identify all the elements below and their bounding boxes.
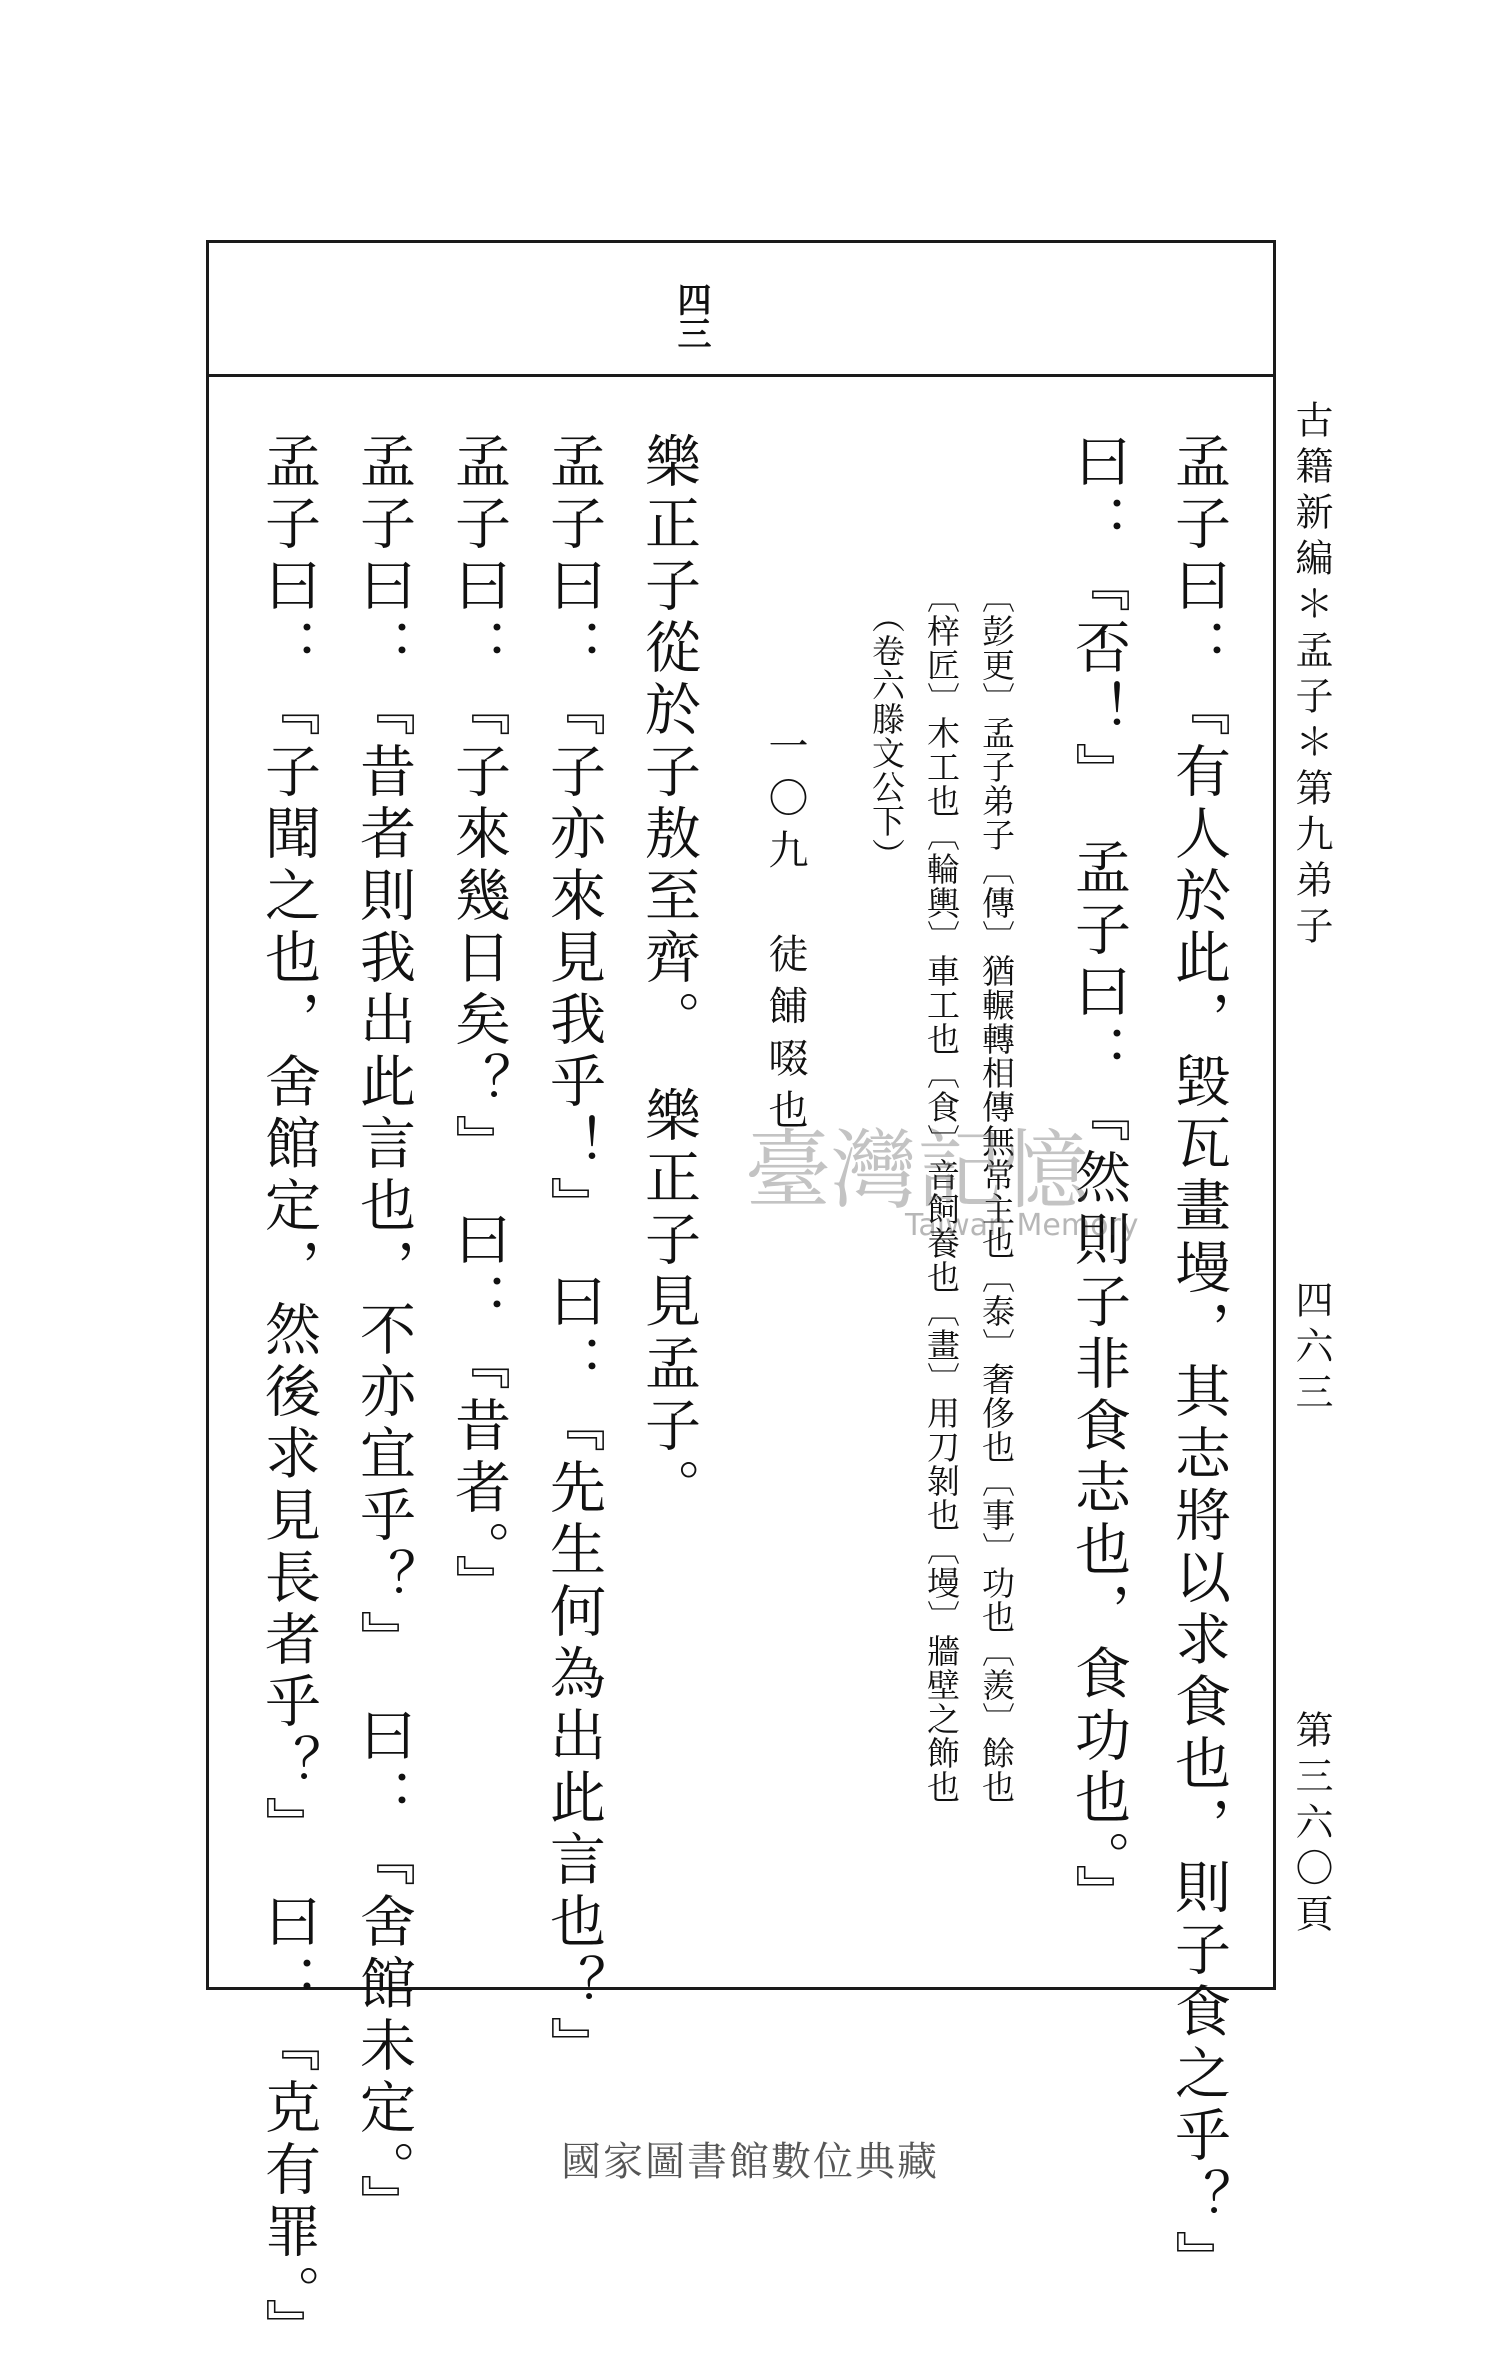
- page-number-top: 四六三: [1289, 1280, 1333, 1418]
- text-column-3: 樂正子從於子敖至齊。 樂正子見孟子。: [636, 432, 701, 1520]
- header-divider: [206, 374, 1276, 377]
- series-label: 古籍新編＊孟子＊第九弟子: [1289, 400, 1333, 952]
- watermark-text-en: Taiwan Memory: [905, 1208, 1139, 1243]
- text-column-7: 孟子曰：『子聞之也，舍館定，然後求見長者乎？』 曰：『克有罪。』: [256, 432, 321, 2360]
- page-number-bottom: 第三六〇頁: [1289, 1710, 1333, 1940]
- chapter-heading: 一〇九 徒餔啜也: [762, 725, 808, 1141]
- text-column-4: 孟子曰：『子亦來見我乎！』 曰：『先生何為出此言也？』: [541, 432, 606, 2078]
- note-column-1: 〔彭更〕孟子弟子〔傳〕猶輾轉相傳無常主也〔泰〕奢侈也〔事〕功也〔羨〕餘也: [977, 580, 1016, 1804]
- page-number-header: 四三: [671, 282, 711, 350]
- text-column-2: 曰：『否！』 孟子曰：『然則子非食志也，食功也。』: [1066, 432, 1131, 1926]
- watermark-logo: [735, 1115, 1215, 1245]
- footer-credit: 國家圖書館數位典藏: [561, 2139, 939, 2185]
- text-column-6: 孟子曰：『昔者則我出此言也，不亦宜乎？』 曰：『舍館未定。』: [351, 432, 416, 2236]
- text-column-1: 孟子曰：『有人於此，毀瓦畫墁，其志將以求食也，則子食之乎？』: [1166, 432, 1231, 2292]
- text-column-5: 孟子曰：『子來幾日矣？』 曰：『昔者。』: [446, 432, 511, 1616]
- note-column-2: 〔梓匠〕木工也〔輪輿〕車工也〔食〕音飼養也〔畫〕用刀剝也〔墁〕牆壁之飾也: [922, 580, 961, 1804]
- watermark-text-cn: 臺灣記憶: [745, 1121, 1089, 1221]
- note-column-3: （卷六滕文公下）: [867, 600, 906, 872]
